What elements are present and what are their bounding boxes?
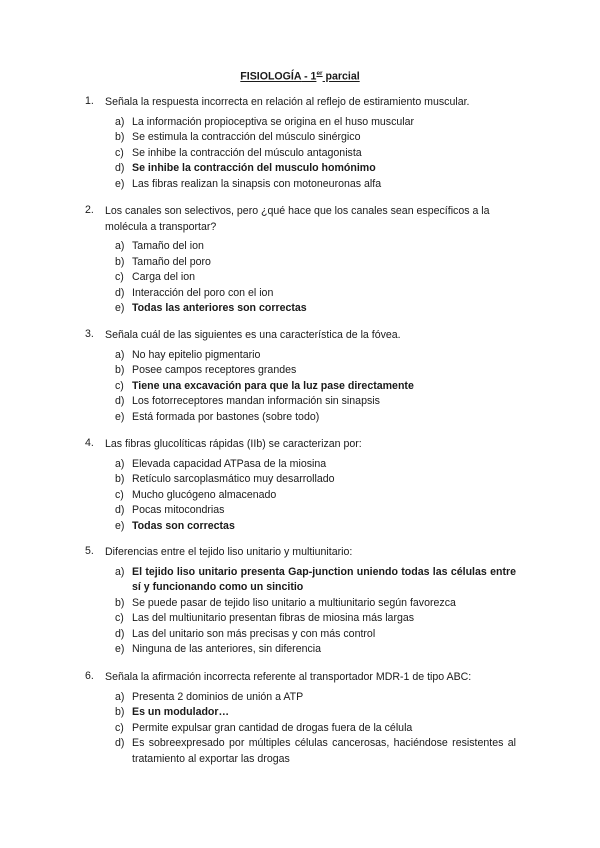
option-d-correct	[115, 161, 516, 177]
question-number: 3.	[85, 328, 94, 340]
option-a	[115, 457, 516, 473]
option-letter: d)	[115, 627, 125, 640]
option-text: Tamaño del poro	[132, 255, 211, 268]
option-text: Tamaño del ion	[132, 240, 204, 252]
option-d	[115, 394, 516, 410]
option-letter: e)	[115, 643, 125, 655]
question-text: Diferencias entre el tejido liso unitario y multiunitario:	[105, 546, 353, 558]
option-letter: d)	[115, 504, 125, 516]
option-a	[115, 115, 516, 131]
question-number: 1.	[85, 95, 94, 107]
option-e	[115, 177, 516, 193]
option-c	[115, 488, 516, 504]
option-list	[88, 565, 516, 658]
option-e	[115, 410, 516, 426]
option-b	[115, 472, 516, 488]
option-letter: e)	[115, 177, 125, 190]
option-text: Pocas mitocondrias	[132, 504, 225, 516]
option-letter: c)	[115, 379, 124, 392]
question-text: Señala la afirmación incorrecta referente al transportador MDR-1 de tipo ABC:	[105, 671, 472, 683]
option-d	[115, 286, 516, 302]
option-list	[88, 239, 516, 317]
option-d	[115, 627, 516, 643]
option-c	[115, 611, 516, 627]
option-list	[88, 690, 516, 768]
option-text: Mucho glucógeno almacenado	[132, 488, 277, 501]
option-letter: b)	[115, 596, 125, 609]
option-letter: a)	[115, 457, 125, 470]
option-text: Los fotorreceptores mandan información sin sinapsis	[132, 395, 380, 407]
option-c	[115, 270, 516, 286]
option-b-correct	[115, 705, 516, 721]
option-b	[115, 255, 516, 271]
question-number: 4.	[85, 437, 94, 449]
option-text: Ninguna de las anteriores, sin diferencia	[132, 643, 322, 655]
question-number: 5.	[85, 545, 94, 557]
option-text: La información propioceptiva se origina en el huso muscular	[132, 115, 415, 128]
option-letter: c)	[115, 721, 124, 734]
title-superscript: er	[316, 70, 323, 77]
option-letter: c)	[115, 146, 124, 159]
option-text: Las del multiunitario presentan fibras de miosina más largas	[132, 612, 415, 624]
question-text: Señala la respuesta incorrecta en relación al reflejo de estiramiento muscular.	[105, 96, 470, 108]
option-text: Permite expulsar gran cantidad de drogas fuera de la célula	[132, 721, 413, 734]
option-letter: b)	[115, 255, 125, 268]
option-d	[115, 736, 516, 767]
option-text: Todas las anteriores son correctas	[132, 302, 307, 314]
option-text: Es sobreexpresado por múltiples células cancerosas, haciéndose resistentes al tratamiento al exportar las drogas	[132, 737, 516, 765]
question-4	[85, 437, 516, 534]
option-letter: b)	[115, 364, 125, 376]
option-e-correct	[115, 519, 516, 535]
option-letter: c)	[115, 488, 124, 501]
option-text: Interacción del poro con el ion	[132, 286, 274, 299]
option-a	[115, 348, 516, 364]
option-letter: a)	[115, 690, 125, 703]
question-6	[85, 670, 516, 767]
option-text: Posee campos receptores grandes	[132, 364, 297, 376]
option-b	[115, 130, 516, 146]
question-1	[85, 95, 516, 192]
title-main: FISIOLOGÍA	[240, 70, 302, 83]
option-letter: a)	[115, 565, 125, 578]
option-text: Se puede pasar de tejido liso unitario a multiunitario según favorezca	[132, 596, 456, 609]
option-c	[115, 146, 516, 162]
option-text: Las del unitario son más precisas y con más control	[132, 627, 376, 640]
option-letter: d)	[115, 286, 125, 299]
option-letter: b)	[115, 706, 125, 718]
option-c-correct	[115, 379, 516, 395]
question-5	[85, 545, 516, 658]
question-text: Los canales son selectivos, pero ¿qué hace que los canales sean específicos a la molécula a transportar?	[105, 205, 490, 233]
option-text: Retículo sarcoplasmático muy desarrollado	[132, 473, 335, 485]
option-text: Se inhibe la contracción del musculo homónimo	[132, 162, 376, 174]
question-3	[85, 328, 516, 425]
option-a	[115, 690, 516, 706]
option-text: Presenta 2 dominios de unión a ATP	[132, 690, 304, 703]
option-a-correct	[115, 565, 516, 596]
option-letter: c)	[115, 271, 124, 283]
option-text: Se estimula la contracción del músculo sinérgico	[132, 131, 361, 143]
option-text: Tiene una excavación para que la luz pase directamente	[132, 379, 414, 392]
option-e-correct	[115, 301, 516, 317]
option-text: Está formada por bastones (sobre todo)	[132, 410, 320, 423]
title-subtitle: parcial	[322, 70, 360, 83]
option-letter: e)	[115, 302, 125, 314]
option-a	[115, 239, 516, 255]
option-letter: d)	[115, 395, 125, 407]
option-text: Todas son correctas	[132, 519, 235, 532]
option-e	[115, 642, 516, 658]
option-letter: b)	[115, 473, 125, 485]
title-number: - 1	[301, 70, 317, 83]
option-text: Se inhibe la contracción del músculo antagonista	[132, 146, 362, 159]
option-c	[115, 721, 516, 737]
option-letter: a)	[115, 115, 125, 128]
option-letter: e)	[115, 519, 125, 532]
option-letter: a)	[115, 348, 125, 361]
option-text: Carga del ion	[132, 271, 196, 283]
option-d	[115, 503, 516, 519]
option-letter: b)	[115, 131, 125, 143]
option-list	[88, 115, 516, 193]
option-letter: e)	[115, 410, 125, 423]
option-list	[88, 457, 516, 535]
option-text: Es un modulador…	[132, 706, 230, 718]
question-number: 2.	[85, 204, 94, 216]
option-list	[88, 348, 516, 426]
option-letter: d)	[115, 162, 125, 174]
question-text: Señala cuál de las siguientes es una característica de la fóvea.	[105, 329, 401, 341]
question-number: 6.	[85, 670, 94, 682]
option-b	[115, 596, 516, 612]
option-text: El tejido liso unitario presenta Gap-junction uniendo todas las células entre sí y funcionando como un sincitio	[132, 565, 516, 593]
question-2	[85, 204, 516, 317]
option-b	[115, 363, 516, 379]
option-letter: c)	[115, 612, 124, 624]
option-text: Las fibras realizan la sinapsis con motoneuronas alfa	[132, 177, 382, 190]
page-title	[0, 70, 600, 83]
question-text: Las fibras glucolíticas rápidas (IIb) se caracterizan por:	[105, 438, 362, 450]
option-text: No hay epitelio pigmentario	[132, 348, 261, 361]
option-text: Elevada capacidad ATPasa de la miosina	[132, 457, 327, 470]
option-letter: d)	[115, 737, 125, 749]
option-letter: a)	[115, 240, 125, 252]
